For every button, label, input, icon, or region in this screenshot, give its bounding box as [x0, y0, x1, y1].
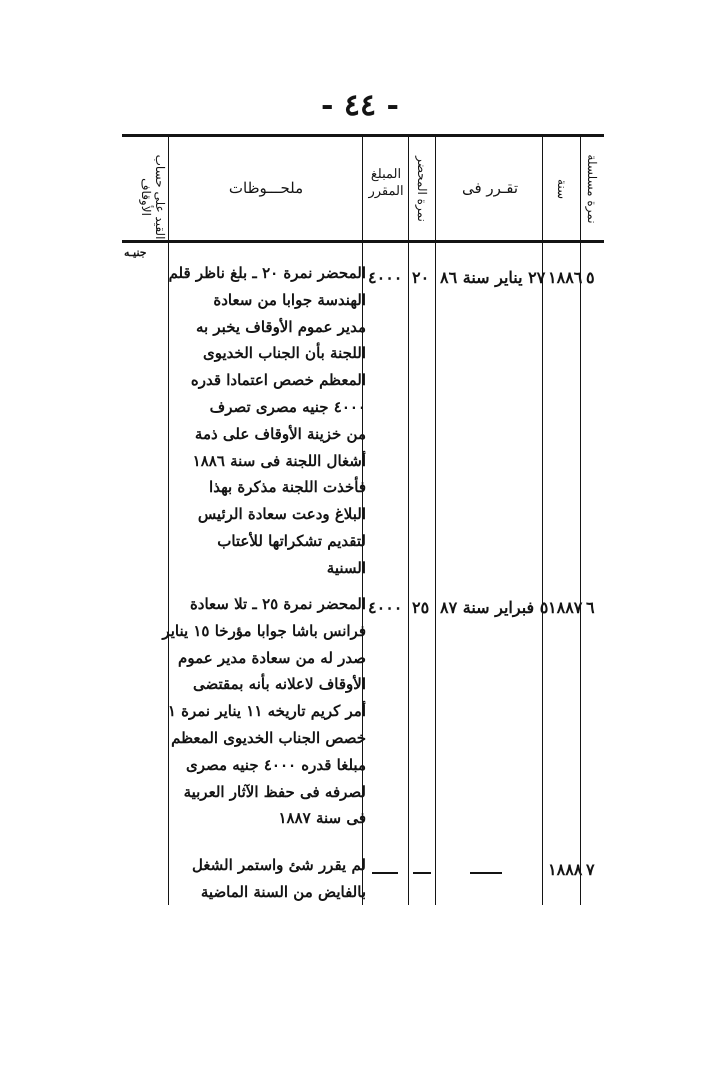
row-1-note-line: فأخذت اللجنة مذكرة بهذا	[209, 478, 366, 497]
row-1-serial: ٥	[586, 268, 595, 287]
row-1-note-line: المحضر نمرة ٢٠ ـ بلغ ناظر قلم	[168, 264, 366, 282]
header-amount: المبلغ المقرر	[368, 167, 404, 199]
row-2-note-line: أمر كريم تاريخه ١١ يناير نمرة ١	[167, 702, 366, 721]
column-divider-date	[435, 137, 436, 905]
row-1-note-line: الهندسة جوابا من سعادة	[213, 290, 366, 309]
unit-note: جنيـه	[124, 246, 147, 259]
row-2-notes	[162, 591, 366, 832]
row-1-note-line: من خزينة الأوقاف على ذمة	[194, 424, 366, 443]
row-1-note-line: ٤٠٠٠ جنيه مصرى تصرف	[209, 397, 366, 416]
header-notes: ملحـــوظات	[228, 179, 304, 197]
row-1-year: ١٨٨٦	[548, 268, 583, 287]
row-1-note-line: اللجنة بأن الجناب الخديوى	[203, 344, 366, 363]
row-2-amount: ٤٠٠٠	[368, 598, 403, 617]
row-3-amount-dash	[372, 872, 398, 874]
row-2-note-line: مبلغا قدره ٤٠٠٠ جنيه مصرى	[185, 755, 366, 774]
row-2-note-line: المحضر نمرة ٢٥ ـ تلا سعادة	[189, 595, 366, 613]
column-divider-serial	[580, 137, 581, 905]
table-header-rule	[122, 240, 604, 243]
header-minutes-no: نمرة المحضر	[415, 156, 429, 222]
table-top-rule	[122, 134, 604, 137]
row-3-notes	[170, 852, 366, 906]
header-decided-on: تقـرر فى	[461, 179, 519, 197]
page-number: - ٤٤ -	[320, 88, 400, 123]
column-divider-minutes	[408, 137, 409, 905]
row-1-notes	[170, 260, 366, 582]
row-2-note-line: خصص الجناب الخديوى المعظم	[171, 728, 366, 747]
row-3-year: ١٨٨٨	[548, 860, 583, 879]
row-3-date-dash	[470, 872, 502, 874]
row-3-minutes-dash	[413, 872, 431, 874]
header-waqf-account: القيد على حساب الأوقاف	[139, 154, 167, 240]
row-2-note-line: فى سنة ١٨٨٧	[278, 809, 366, 828]
row-2-note-line: صدر له من سعادة مدير عموم	[178, 648, 366, 667]
row-3-note-line: بالفايض من السنة الماضية	[200, 882, 366, 901]
row-3-serial: ٧	[586, 860, 595, 879]
row-1-minutes-no: ٢٠	[412, 268, 430, 287]
row-2-date: ٥ فبراير سنة ٨٧	[440, 598, 549, 617]
column-divider-notes	[168, 137, 169, 905]
row-2-note-line: فرانس باشا جوابا مؤرخا ١٥ يناير	[162, 621, 366, 640]
row-1-note-line: أشغال اللجنة فى سنة ١٨٨٦	[192, 451, 366, 470]
column-divider-year	[542, 137, 543, 905]
row-1-amount: ٤٠٠٠	[368, 268, 403, 287]
row-2-minutes-no: ٢٥	[412, 598, 430, 617]
row-2-note-line: لصرفه فى حفظ الآثار العربية	[183, 782, 366, 801]
row-1-note-line: لتقديم تشكراتها للأعتاب	[217, 531, 366, 550]
row-1-note-line: مدير عموم الأوقاف يخبر به	[195, 317, 366, 336]
header-serial: نمرة مسلسلة	[585, 154, 599, 224]
row-2-note-line: الأوقاف لاعلانه بأنه بمقتضى	[192, 675, 366, 694]
row-1-date: ٢٧ يناير سنة ٨٦	[440, 268, 546, 287]
header-year: سنة	[555, 178, 569, 200]
row-1-note-line: البلاغ ودعت سعادة الرئيس	[197, 505, 366, 524]
row-1-note-line: السنية	[326, 558, 366, 577]
row-1-note-line: المعظم خصص اعتمادا قدره	[190, 371, 366, 390]
row-2-serial: ٦	[586, 598, 595, 617]
row-3-note-line: لم يقرر شئ واستمر الشغل	[192, 856, 366, 874]
row-2-year: ١٨٨٧	[548, 598, 583, 617]
